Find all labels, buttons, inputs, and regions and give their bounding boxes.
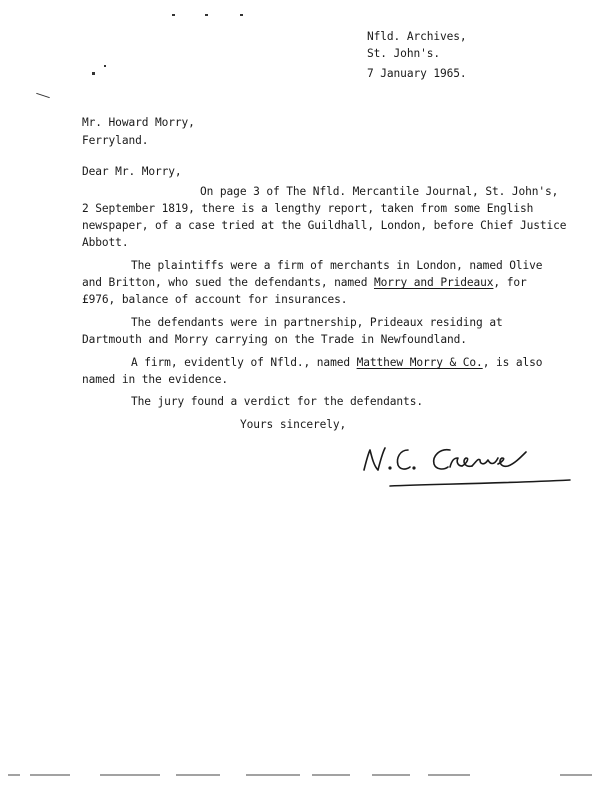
letter-date: 7 January 1965. <box>367 67 467 80</box>
firm-name: Matthew Morry & Co. <box>356 356 483 369</box>
paragraph-1-line: On page 3 of The Nfld. Mercantile Journal, St. John's, <box>200 185 559 198</box>
recipient-place: Ferryland. <box>82 134 149 147</box>
paragraph-2-text: , for <box>493 276 527 289</box>
paragraph-2-line <box>82 276 527 290</box>
defendants-name: Morry and Prideaux <box>373 276 494 289</box>
scan-edge-marks <box>0 772 600 778</box>
paragraph-4-line: named in the evidence. <box>82 373 228 386</box>
paragraph-5-line: The jury found a verdict for the defendants. <box>131 395 423 408</box>
paragraph-3-line: The defendants were in partnership, Prideaux residing at <box>131 316 503 329</box>
salutation: Dear Mr. Morry, <box>82 165 182 178</box>
paragraph-4-text: A firm, evidently of Nfld., named <box>131 356 357 369</box>
scan-speck <box>240 14 243 16</box>
scan-speck <box>104 65 106 67</box>
signature <box>350 440 580 500</box>
paragraph-4-text: , is also <box>482 356 543 369</box>
paragraph-4-line <box>131 356 542 370</box>
scan-speck <box>36 93 50 98</box>
archive-city: St. John's. <box>367 47 440 60</box>
recipient-name: Mr. Howard Morry, <box>82 116 195 129</box>
scan-speck <box>172 14 175 16</box>
closing: Yours sincerely, <box>240 418 347 431</box>
paragraph-1-line: newspaper, of a case tried at the Guildhall, London, before Chief Justice <box>82 219 567 232</box>
scan-speck <box>205 14 208 16</box>
paragraph-2-text: and Britton, who sued the defendants, named <box>82 276 374 289</box>
archive-name: Nfld. Archives, <box>367 30 467 43</box>
paragraph-1-line: Abbott. <box>82 236 129 249</box>
scan-speck <box>92 72 95 75</box>
paragraph-1-line: 2 September 1819, there is a lengthy report, taken from some English <box>82 202 534 215</box>
paragraph-2-line: £976, balance of account for insurances. <box>82 293 348 306</box>
paragraph-2-line: The plaintiffs were a firm of merchants in London, named Olive <box>131 259 543 272</box>
paragraph-3-line: Dartmouth and Morry carrying on the Trade in Newfoundland. <box>82 333 467 346</box>
